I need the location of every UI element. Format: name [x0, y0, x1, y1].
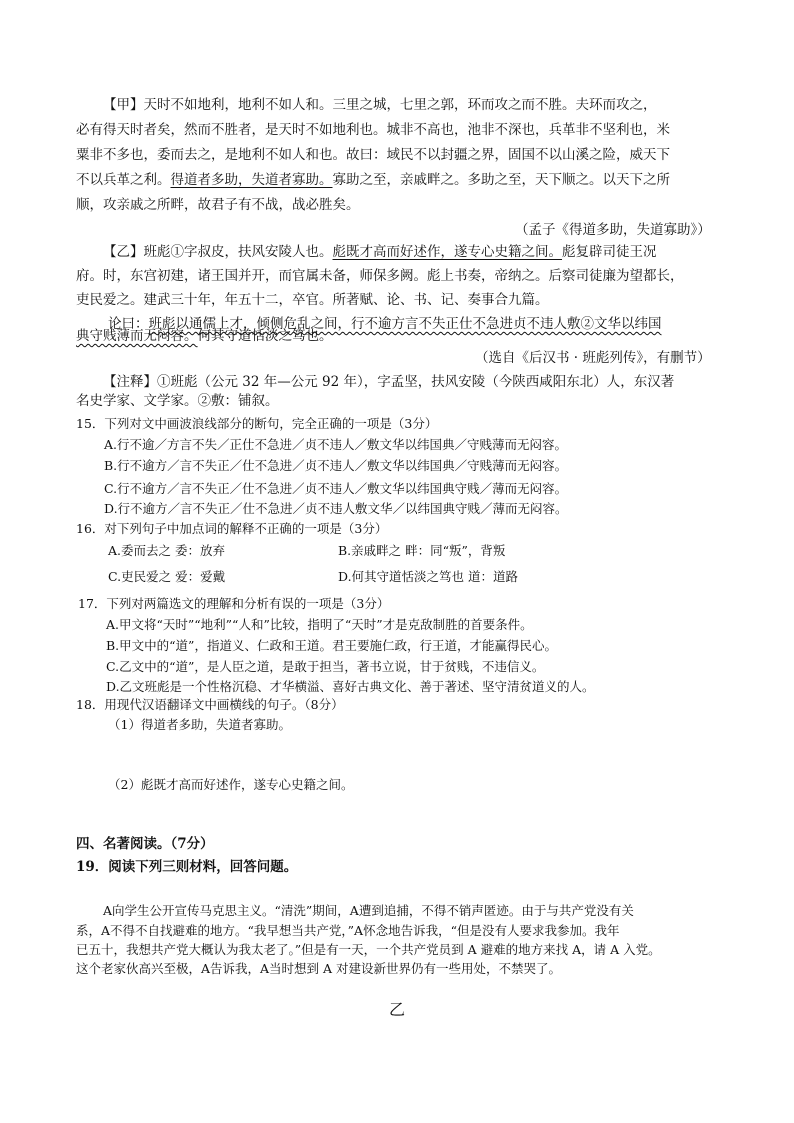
jia-line-4-pre: 不以兵革之利。: [76, 172, 171, 188]
passage-line-2: 系，A不得不自找避难的地方。“我早想当共产党，”A怀念地告诉我，“但是没有人要求我参加。我年: [76, 923, 620, 938]
yi-line-5: [76, 330, 333, 344]
yi-line-1-pre: 【乙】班彪①字叔皮，扶风安陵人也。: [103, 244, 333, 260]
yi-line-4-pre: 论曰：: [108, 316, 149, 332]
jia-underlined-sentence: 得道者多助，失道者寡助。: [170, 172, 333, 188]
q15-option-d: D.行不逾方／言不失正／仕不急进／贞不违人敷文华／以纬国典守贱／薄而无闷容。: [104, 501, 568, 516]
q18-sentence-2: （2）彪既才高而好述作，遂专心史籍之间。: [108, 777, 354, 792]
section-4-title: 四、名著阅读。（7分）: [76, 836, 214, 852]
jia-line-3: 粟非不多也，委而去之，是地利不如人和也。故曰：域民不以封疆之界，固国不以山溪之险，威天下: [76, 147, 670, 163]
q15-option-a: A.行不逾／方言不失／正仕不急进／贞不违人／敷文华以纬国典／守贱薄而无闷容。: [104, 437, 568, 452]
q18-stem: 18．用现代汉语翻译文中画横线的句子。（8分）: [76, 697, 344, 712]
yi-line-2: 府。时，东宫初建，诸王国并开，而官属未备，师保多阙。彪上书奏，帝纳之。后察司徒廉为望都长，: [76, 268, 684, 284]
yi-line-3: 吏民爱之。建武三十年，年五十二，卒官。所著赋、论、书、记、奏事合九篇。: [76, 292, 549, 308]
notes-line-2: 名史学家、文学家。②敷：铺叙。: [76, 393, 279, 409]
yi-wavy-segment-1: 班彪以通儒上才，倾侧危乱之间，行不逾方言不失正仕不急进贞不违人敷②文华以纬国: [148, 316, 662, 332]
q15-stem: 15．下列对文中画波浪线部分的断句，完全正确的一项是（3分）: [76, 416, 438, 431]
q15-option-b: B.行不逾方／言不失正／仕不急进／贞不违人／敷文华以纬国典／守贱薄而无闷容。: [104, 458, 568, 473]
yi-line-1-post: 彪复辟司徒王况: [562, 244, 657, 260]
jia-line-1: 【甲】天时不如地利，地利不如人和。三里之城，七里之郭，环而攻之而不胜。夫环而攻之，: [103, 97, 657, 113]
yi-source: （选自《后汉书 · 班彪列传》，有删节）: [475, 350, 711, 366]
q16-option-c: C.吏民爱之 爱：爱戴: [108, 569, 226, 584]
yi-underlined-sentence: 彪既才高而好述作，遂专心史籍之间。: [332, 244, 562, 260]
jia-line-2: 必有得天时者矣，然而不胜者，是天时不如地利也。城非不高也，池非不深也，兵革非不坚利也，米: [76, 122, 670, 138]
jia-source: （孟子《得道多助，失道寡助》）: [515, 222, 711, 238]
q16-option-b: B.亲戚畔之 畔：同“叛”，背叛: [338, 543, 506, 558]
q15-option-c: C.行不逾方／言不失正／仕不急进／贞不违人／敷文华以纬国典守贱／薄而无闷容。: [104, 481, 568, 496]
q17-option-b: B.甲文中的“道”，指道义、仁政和王道。君王要施仁政，行王道，才能赢得民心。: [106, 638, 557, 653]
q17-option-a: A.甲文将“天时”“地利”“人和”比较，指明了“天时”才是克敌制胜的首要条件。: [106, 617, 533, 632]
q19-stem: 19．阅读下列三则材料，回答问题。: [76, 859, 298, 875]
yi-line-5-post: 何其守道恬淡之笃也。: [197, 328, 333, 344]
passage-line-1: A向学生公开宣传马克思主义。“清洗”期间，A遭到追捕，不得不销声匿迹。由于与共产党没有关: [103, 903, 634, 918]
passage-line-4: 这个老家伙高兴至极，A告诉我，A当时想到 A 对建设新世界仍有一些用处，不禁哭了。: [76, 961, 562, 976]
yi-line-1: [103, 246, 657, 260]
jia-line-5: 顺，攻亲戚之所畔，故君子有不战，战必胜矣。: [76, 197, 360, 213]
q17-option-c: C.乙文中的“道”，是人臣之道，是敢于担当，著书立说，甘于贫贱，不违信义。: [106, 659, 545, 674]
q17-stem: 17．下列对两篇选文的理解和分析有误的一项是（3分）: [78, 596, 390, 611]
q16-option-a: A.委而去之 委：放弃: [108, 543, 225, 558]
notes-line-1: 【注释】①班彪（公元 32 年—公元 92 年），字孟坚，扶风安陵（今陕西咸阳东北）人，东汉著: [103, 374, 675, 390]
yi-wavy-segment-2: 典守贱薄而无闷容。: [76, 328, 198, 344]
q17-option-d: D.乙文班彪是一个性格沉稳、才华横溢、喜好古典文化、善于著述、坚守清贫道义的人。: [106, 679, 595, 694]
passage-line-3: 已五十，我想共产党大概认为我太老了。”但是有一天，一个共产党员到 A 避难的地方来找 A，请 A 入党。: [76, 942, 661, 957]
q16-stem: 16．对下列句子中加点词的解释不正确的一项是（3分）: [76, 521, 388, 536]
jia-line-4: [76, 174, 670, 188]
q18-sentence-1: （1）得道者多助，失道者寡助。: [108, 717, 291, 732]
jia-line-4-post: 寡助之至，亲戚畔之。多助之至，天下顺之。以天下之所: [332, 172, 670, 188]
page-footer-label: 乙: [389, 1000, 406, 1019]
q16-option-d: D.何其守道恬淡之笃也 道：道路: [338, 569, 519, 584]
